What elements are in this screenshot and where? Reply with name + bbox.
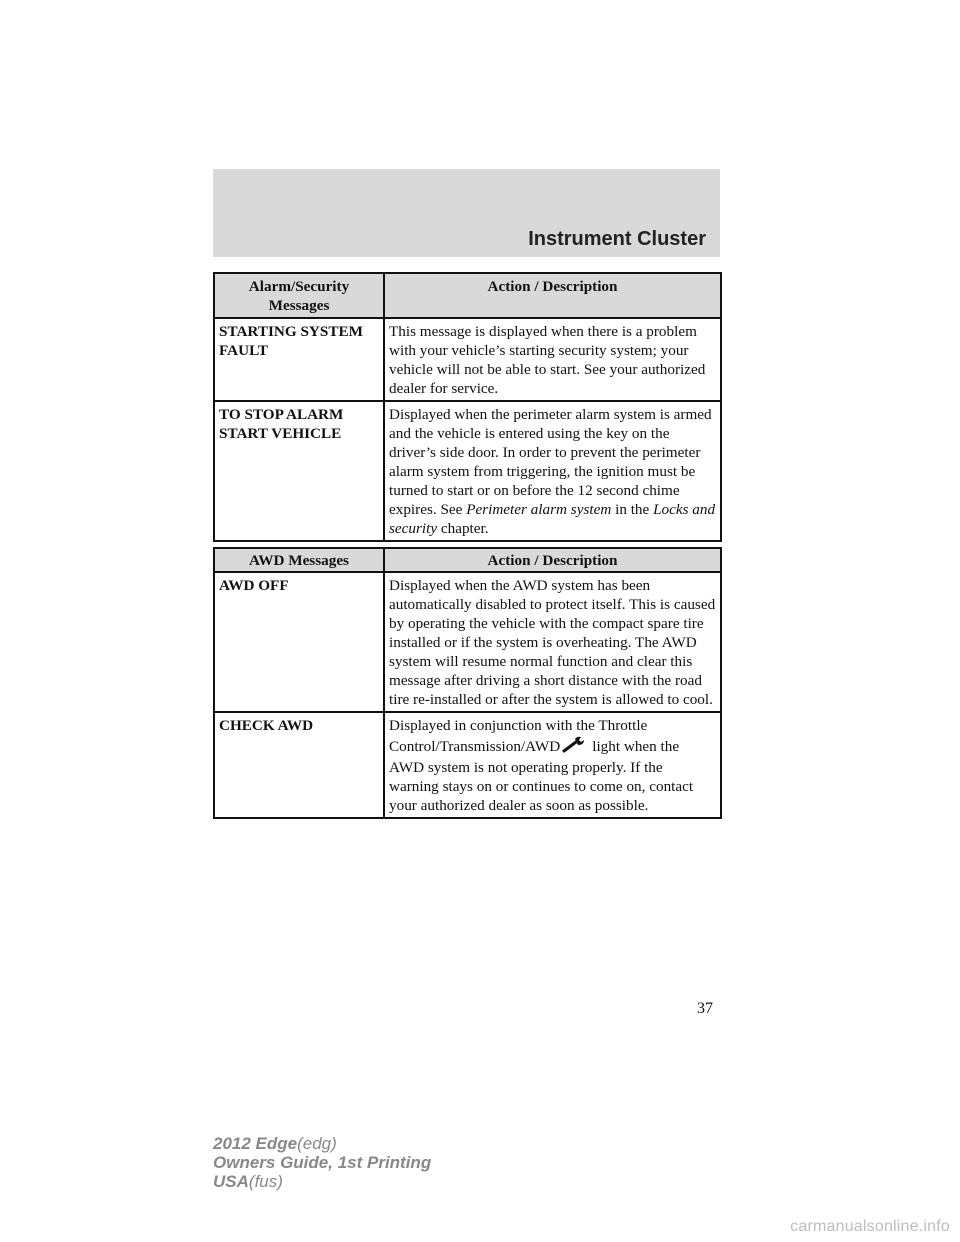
- column-header-messages: Alarm/Security Messages: [214, 273, 384, 318]
- table-row: [214, 712, 721, 818]
- footer-region-code: (fus): [248, 1172, 283, 1191]
- wrench-icon: [562, 735, 586, 758]
- footer-edition: Owners Guide, 1st Printing: [213, 1153, 432, 1172]
- description-text: Displayed when the perimeter alarm system is armed and the vehicle is entered using the key on the driver’s side door. In order to prevent the perimeter alarm system from triggering, the ignition must be turned to start or on before the 12 second chime expires. See: [389, 406, 712, 518]
- footer-line-region: [213, 1172, 431, 1191]
- print-footer: [213, 1134, 431, 1191]
- footer-line-edition: [213, 1153, 431, 1172]
- chapter-reference: Perimeter alarm system: [466, 501, 612, 518]
- column-header-description: Action / Description: [384, 273, 721, 318]
- section-title: Instrument Cluster: [528, 228, 706, 250]
- description-text: light when the AWD system is not operating properly. If the warning stays on or continues to come on, contact your authorized dealer as soon as possible.: [389, 738, 694, 814]
- footer-line-model: [213, 1134, 431, 1153]
- footer-region: USA: [213, 1172, 249, 1191]
- column-header-description: Action / Description: [384, 548, 721, 572]
- description-text: chapter.: [437, 520, 489, 537]
- alarm-security-messages-table: [213, 272, 722, 542]
- message-name: TO STOP ALARM START VEHICLE: [214, 401, 384, 541]
- table-header-row: [214, 273, 721, 318]
- table-row: [214, 572, 721, 712]
- page-number: 37: [697, 1000, 713, 1017]
- description-text: in the: [611, 501, 654, 518]
- chapter-reference: Locks and security: [389, 501, 716, 537]
- message-description: This message is displayed when there is a problem with your vehicle’s starting security system; your vehicle will not be able to start. See your authorized dealer for service.: [384, 318, 721, 401]
- table-row: [214, 318, 721, 401]
- message-name: CHECK AWD: [214, 712, 384, 818]
- message-name: AWD OFF: [214, 572, 384, 712]
- description-text: Displayed in conjunction with the Throttle Control/Transmission/AWD: [389, 717, 648, 755]
- message-description: [384, 712, 721, 818]
- table-row: [214, 401, 721, 541]
- message-description: [384, 401, 721, 541]
- watermark-text: carmanualsonline.info: [790, 1218, 950, 1235]
- section-header-band: [213, 169, 720, 257]
- column-header-messages: AWD Messages: [214, 548, 384, 572]
- footer-model-code: (edg): [297, 1134, 337, 1153]
- message-description: Displayed when the AWD system has been automatically disabled to protect itself. This is caused by operating the vehicle with the compact spare tire installed or if the system is overheating. The AWD system will resume normal function and clear this message after driving a short distance with the road tire re-installed or after the system is allowed to cool.: [384, 572, 721, 712]
- footer-model: 2012 Edge: [213, 1134, 298, 1153]
- message-name: STARTING SYSTEM FAULT: [214, 318, 384, 401]
- table-header-row: [214, 548, 721, 572]
- awd-messages-table: [213, 547, 722, 819]
